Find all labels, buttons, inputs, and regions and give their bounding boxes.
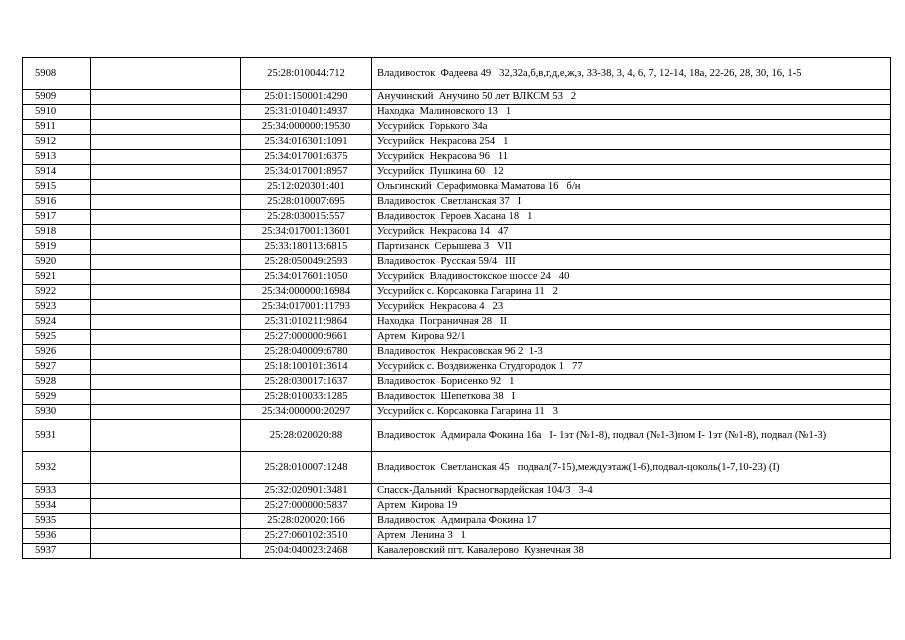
row-blank-cell <box>91 120 241 135</box>
cadastral-number-cell: 25:34:017601:1050 <box>241 270 372 285</box>
row-number-cell: 5929 <box>23 390 91 405</box>
table-row <box>23 315 891 330</box>
address-cell: Артем Кирова 92/1 <box>372 330 891 345</box>
address-cell: Владивосток Борисенко 92 1 <box>372 375 891 390</box>
row-number-cell: 5937 <box>23 544 91 559</box>
address-cell: Владивосток Адмирала Фокина 17 <box>372 514 891 529</box>
table-row <box>23 420 891 452</box>
address-cell: Уссурийск с. Корсаковка Гагарина 11 2 <box>372 285 891 300</box>
cadastral-number-cell: 25:28:020020:166 <box>241 514 372 529</box>
cadastral-number-cell: 25:34:017001:6375 <box>241 150 372 165</box>
cadastral-number-cell: 25:34:016301:1091 <box>241 135 372 150</box>
table-row <box>23 514 891 529</box>
address-cell: Владивосток Светланская 37 I <box>372 195 891 210</box>
table-row <box>23 452 891 484</box>
row-number-cell: 5920 <box>23 255 91 270</box>
table-row <box>23 150 891 165</box>
row-blank-cell <box>91 315 241 330</box>
row-number-cell: 5935 <box>23 514 91 529</box>
table-row <box>23 240 891 255</box>
row-number-cell: 5908 <box>23 58 91 90</box>
table-row <box>23 58 891 90</box>
address-cell: Владивосток Шепеткова 38 I <box>372 390 891 405</box>
address-cell: Находка Пограничная 28 II <box>372 315 891 330</box>
row-blank-cell <box>91 255 241 270</box>
row-blank-cell <box>91 180 241 195</box>
row-blank-cell <box>91 544 241 559</box>
cadastral-number-cell: 25:32:020901:3481 <box>241 484 372 499</box>
row-number-cell: 5934 <box>23 499 91 514</box>
row-blank-cell <box>91 360 241 375</box>
registry-table-body <box>23 58 891 559</box>
address-cell: Кавалеровский пгт. Кавалерово Кузнечная 38 <box>372 544 891 559</box>
address-cell: Анучинский Анучино 50 лет ВЛКСМ 53 2 <box>372 90 891 105</box>
table-row <box>23 135 891 150</box>
address-cell: Владивосток Фадеева 49 32,32а,б,в,г,д,е,ж,з, 33-38, 3, 4, 6, 7, 12-14, 18а, 22-26, 28, 30, 16, 1-5 <box>372 58 891 90</box>
row-number-cell: 5913 <box>23 150 91 165</box>
table-row <box>23 375 891 390</box>
table-row <box>23 345 891 360</box>
cadastral-number-cell: 25:28:010007:1248 <box>241 452 372 484</box>
row-number-cell: 5918 <box>23 225 91 240</box>
row-blank-cell <box>91 210 241 225</box>
row-blank-cell <box>91 285 241 300</box>
row-blank-cell <box>91 90 241 105</box>
cadastral-number-cell: 25:28:010007:695 <box>241 195 372 210</box>
cadastral-number-cell: 25:28:030017:1637 <box>241 375 372 390</box>
row-number-cell: 5930 <box>23 405 91 420</box>
cadastral-number-cell: 25:18:100101:3614 <box>241 360 372 375</box>
row-blank-cell <box>91 270 241 285</box>
table-row <box>23 285 891 300</box>
address-cell: Уссурийск Горького 34а <box>372 120 891 135</box>
row-blank-cell <box>91 484 241 499</box>
table-row <box>23 105 891 120</box>
table-row <box>23 390 891 405</box>
row-blank-cell <box>91 240 241 255</box>
address-cell: Владивосток Русская 59/4 III <box>372 255 891 270</box>
address-cell: Уссурийск с. Корсаковка Гагарина 11 3 <box>372 405 891 420</box>
cadastral-number-cell: 25:34:017001:11793 <box>241 300 372 315</box>
row-number-cell: 5936 <box>23 529 91 544</box>
row-blank-cell <box>91 499 241 514</box>
address-cell: Находка Малиновского 13 1 <box>372 105 891 120</box>
cadastral-number-cell: 25:28:010044:712 <box>241 58 372 90</box>
row-blank-cell <box>91 529 241 544</box>
row-number-cell: 5928 <box>23 375 91 390</box>
row-blank-cell <box>91 330 241 345</box>
row-blank-cell <box>91 195 241 210</box>
table-row <box>23 180 891 195</box>
address-cell: Уссурийск с. Воздвиженка Студгородок 1 77 <box>372 360 891 375</box>
address-cell: Уссурийск Некрасова 254 1 <box>372 135 891 150</box>
row-blank-cell <box>91 375 241 390</box>
cadastral-number-cell: 25:31:010211:9864 <box>241 315 372 330</box>
address-cell: Артем Ленина 3 1 <box>372 529 891 544</box>
table-row <box>23 405 891 420</box>
table-row <box>23 544 891 559</box>
cadastral-number-cell: 25:34:017001:8957 <box>241 165 372 180</box>
row-number-cell: 5914 <box>23 165 91 180</box>
row-number-cell: 5911 <box>23 120 91 135</box>
cadastral-number-cell: 25:28:050049:2593 <box>241 255 372 270</box>
row-number-cell: 5932 <box>23 452 91 484</box>
cadastral-number-cell: 25:04:040023:2468 <box>241 544 372 559</box>
table-row <box>23 210 891 225</box>
table-row <box>23 529 891 544</box>
row-number-cell: 5923 <box>23 300 91 315</box>
row-blank-cell <box>91 452 241 484</box>
table-row <box>23 330 891 345</box>
row-number-cell: 5921 <box>23 270 91 285</box>
cadastral-number-cell: 25:33:180113:6815 <box>241 240 372 255</box>
table-row <box>23 165 891 180</box>
row-number-cell: 5933 <box>23 484 91 499</box>
cadastral-number-cell: 25:01:150001:4290 <box>241 90 372 105</box>
registry-table <box>22 57 891 559</box>
cadastral-number-cell: 25:28:020020:88 <box>241 420 372 452</box>
row-blank-cell <box>91 150 241 165</box>
table-row <box>23 300 891 315</box>
row-number-cell: 5909 <box>23 90 91 105</box>
address-cell: Владивосток Героев Хасана 18 1 <box>372 210 891 225</box>
address-cell: Владивосток Адмирала Фокина 16а I- 1эт (№1-8), подвал (№1-3)пом I- 1эт (№1-8), подвал (№1-3) <box>372 420 891 452</box>
address-cell: Уссурийск Некрасова 4 23 <box>372 300 891 315</box>
address-cell: Уссурийск Некрасова 96 11 <box>372 150 891 165</box>
row-number-cell: 5931 <box>23 420 91 452</box>
cadastral-number-cell: 25:27:000000:5837 <box>241 499 372 514</box>
row-number-cell: 5919 <box>23 240 91 255</box>
row-blank-cell <box>91 405 241 420</box>
cadastral-number-cell: 25:28:040009:6780 <box>241 345 372 360</box>
row-blank-cell <box>91 135 241 150</box>
row-blank-cell <box>91 105 241 120</box>
address-cell: Уссурийск Некрасова 14 47 <box>372 225 891 240</box>
cadastral-number-cell: 25:12:020301:401 <box>241 180 372 195</box>
row-blank-cell <box>91 420 241 452</box>
cadastral-number-cell: 25:34:000000:16984 <box>241 285 372 300</box>
row-blank-cell <box>91 165 241 180</box>
cadastral-number-cell: 25:28:010033:1285 <box>241 390 372 405</box>
table-row <box>23 360 891 375</box>
row-number-cell: 5916 <box>23 195 91 210</box>
row-number-cell: 5926 <box>23 345 91 360</box>
table-row <box>23 225 891 240</box>
cadastral-number-cell: 25:34:000000:20297 <box>241 405 372 420</box>
row-blank-cell <box>91 345 241 360</box>
row-blank-cell <box>91 300 241 315</box>
cadastral-number-cell: 25:34:017001:13601 <box>241 225 372 240</box>
address-cell: Владивосток Некрасовская 96 2 1-3 <box>372 345 891 360</box>
address-cell: Владивосток Светланская 45 подвал(7-15),междуэтаж(1-6),подвал-цоколь(1-7,10-23) (I) <box>372 452 891 484</box>
row-blank-cell <box>91 225 241 240</box>
address-cell: Уссурийск Пушкина 60 12 <box>372 165 891 180</box>
cadastral-number-cell: 25:27:060102:3510 <box>241 529 372 544</box>
cadastral-number-cell: 25:31:010401:4937 <box>241 105 372 120</box>
cadastral-number-cell: 25:28:030015:557 <box>241 210 372 225</box>
table-row <box>23 90 891 105</box>
address-cell: Артем Кирова 19 <box>372 499 891 514</box>
table-row <box>23 499 891 514</box>
address-cell: Партизанск Серышева 3 VII <box>372 240 891 255</box>
row-number-cell: 5910 <box>23 105 91 120</box>
address-cell: Ольгинский Серафимовка Маматова 16 б/н <box>372 180 891 195</box>
address-cell: Спасск-Дальний Красногвардейская 104/3 3-4 <box>372 484 891 499</box>
row-blank-cell <box>91 58 241 90</box>
row-number-cell: 5922 <box>23 285 91 300</box>
row-number-cell: 5912 <box>23 135 91 150</box>
table-row <box>23 195 891 210</box>
row-number-cell: 5924 <box>23 315 91 330</box>
row-number-cell: 5925 <box>23 330 91 345</box>
row-blank-cell <box>91 390 241 405</box>
row-number-cell: 5917 <box>23 210 91 225</box>
row-blank-cell <box>91 514 241 529</box>
table-row <box>23 255 891 270</box>
table-row <box>23 120 891 135</box>
table-row <box>23 270 891 285</box>
cadastral-number-cell: 25:27:000000:9661 <box>241 330 372 345</box>
cadastral-number-cell: 25:34:000000:19530 <box>241 120 372 135</box>
row-number-cell: 5927 <box>23 360 91 375</box>
table-row <box>23 484 891 499</box>
row-number-cell: 5915 <box>23 180 91 195</box>
address-cell: Уссурийск Владивостокское шоссе 24 40 <box>372 270 891 285</box>
